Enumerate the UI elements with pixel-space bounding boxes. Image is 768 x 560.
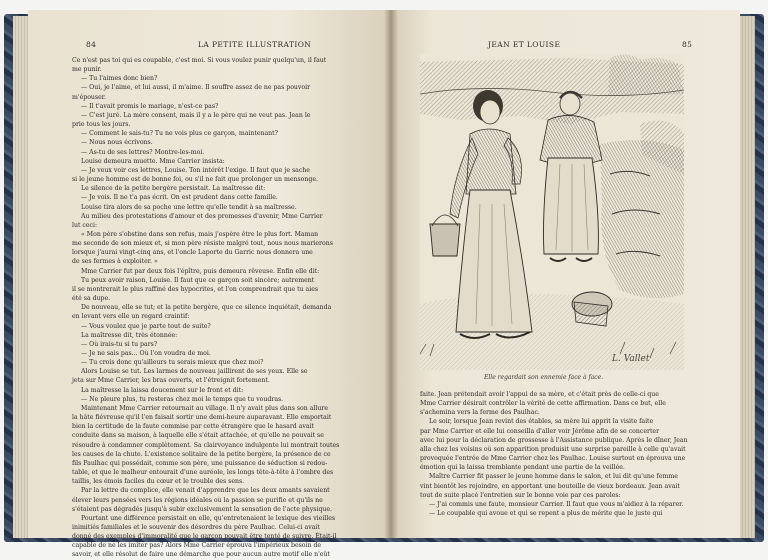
text-line: « Mon père s'obstine dans son refus, mais j'espère être le plus fort. Maman — [81, 230, 319, 238]
text-line: s'étaient pas dégradés jusqu'à subir exclusivement la sensation de l'acte physique. — [72, 505, 333, 513]
text-line: me seconde de son mieux et, si mon père résiste malgré tout, nous nous marierons — [72, 240, 333, 248]
text-line: fils Paulhac qui possédait, comme son père, une puissance de séduction si redou- — [72, 459, 328, 467]
text-line: Louise tira alors de sa poche une lettre qu'elle tendit à sa maîtresse. — [81, 203, 297, 211]
right-page-text — [420, 390, 720, 518]
text-line: — Comment le sais-tu? Tu ne vois plus ce garçon, maintenant? — [81, 130, 278, 138]
text-line: m'épouser. — [72, 93, 106, 101]
text-line: me punir. — [72, 66, 102, 74]
text-line: s'achemina vers la ferme des Paulhac. — [420, 409, 540, 417]
text-line: — C'est juré. La mère consent, mais il y a le père qui ne veut pas. Jean le — [81, 111, 311, 119]
right-page — [390, 10, 740, 538]
text-line: il se montrerait le plus raffiné des hypocrites, et l'on comprendrait que tu aies — [72, 285, 319, 293]
text-line: Louise demeura muette. Mme Carrier insista: — [81, 157, 225, 165]
text-line: avec lui pour la déclaration de grossesse à l'Assistance publique. Après le dîner, Jean — [420, 436, 688, 444]
text-line: — Tu l'aimes donc bien? — [81, 75, 158, 83]
text-line: Le silence de la petite bergère persistait. La maîtresse dit: — [81, 185, 266, 193]
text-line: été sa dupe. — [72, 295, 111, 303]
right-running-title: JEAN ET LOUISE — [488, 40, 561, 49]
text-line: si le jeune homme est de bonne foi, ou s'il ne fait que prolonger un mensonge. — [72, 176, 318, 184]
text-line: La maîtresse dit, très étonnée: — [81, 331, 178, 339]
text-line: prie tous les jours. — [72, 121, 131, 129]
text-line: La maîtresse la laissa doucement sur le front et dit: — [81, 386, 244, 394]
text-line: Tu peux avoir raison, Louise. Il faut que ce garçon soit sincère; autrement — [81, 276, 315, 284]
book-gutter — [384, 10, 398, 538]
text-line: Par la lettre du complice, elle venait d'apprendre que les deux amants savaient — [81, 487, 330, 495]
text-line: — Nous nous écrivons. — [81, 139, 153, 147]
text-line: — Il t'avait promis le mariage, n'est-ce pas? — [81, 102, 219, 110]
text-line: donné des exemples d'immoralité que le garçon pouvait être tenté de suivre. Était-il — [72, 533, 337, 541]
overturned-jug — [572, 292, 612, 326]
text-line: — Ne pleure plus, tu resteras chez moi le temps que tu voudras. — [81, 395, 284, 403]
text-line: vint bientôt les rejoindre, en apportant une bouteille de vieux bordeaux. Jean avait — [420, 482, 680, 490]
text-line: Mme Carrier désirait contrôler la vérité de cette affirmation. Dans ce but, elle — [420, 400, 666, 408]
text-line: inimitiés familiales et le souvenir des désordres du père Paulhac. Celui-ci avait — [72, 523, 320, 531]
text-line: bien la certitude de la faute commise par cette étrangère que le hasard avait — [72, 423, 315, 431]
right-page-number: 85 — [682, 40, 693, 49]
left-page-text — [72, 56, 372, 560]
text-line: Pourtant une différence persistait en elle, qu'entretenaient le lexique des vieilles — [81, 514, 336, 522]
text-line: savoir, et elle résolut de faire une démarche que pour aucun autre motif elle n'eût — [72, 551, 330, 559]
text-line: De nouveau, elle se tut; et la petite bergère, que ce silence inquiétait, demanda — [81, 304, 332, 312]
text-line: table, et que le malheur entourait d'une auréole, les longs tête-à-tête à l'ombre des — [72, 469, 334, 477]
text-line: — Vous voulez que je parte tout de suite? — [81, 322, 211, 330]
text-line: — Je ne sais pas... Où l'on voudra de moi. — [81, 350, 211, 357]
bucket — [430, 224, 460, 256]
left-running-title: LA PETITE ILLUSTRATION — [198, 40, 312, 49]
text-line: — Tu crois donc qu'ailleurs tu serais mieux que chez moi? — [81, 359, 264, 367]
text-line: Au milieu des protestations d'amour et des promesses d'avenir, Mme Carrier — [81, 212, 323, 220]
text-line: taillis, les émois faciles du cœur et le trouble des sens. — [72, 478, 245, 486]
text-line: provoquée l'entrée de Mme Carrier chez les Paulhac. Louise surtout en éprouva une — [420, 455, 686, 463]
text-line: résoudre à condamner complètement. Sa clairvoyance indulgente lui montrait toutes — [72, 441, 340, 449]
text-line: lorsque j'aurai vingt-cinq ans, et l'oncle Laporte du Garric nous donnera une — [72, 249, 313, 257]
text-line: — J'ai commis une faute, monsieur Carrier. Il faut que vous m'aidiez à la réparer. — [429, 500, 684, 508]
illustration-caption: Elle regardait son ennemie face à face. — [484, 374, 604, 381]
text-line: capable de ne les imiter pas? Alors Mme Carrier éprouva l'impérieux besoin de — [72, 542, 322, 550]
left-page — [28, 10, 390, 559]
text-line: Ce n'est pas toi qui es coupable, c'est moi. Si vous voulez punir quelqu'un, il faut — [72, 57, 327, 64]
text-line: conduite dans sa maison, à laquelle elle s'était attachée, et qu'elle ne pouvait se — [72, 432, 324, 440]
text-line: — Je vois. Il ne t'a pas écrit. On est prudent dans cette famille. — [81, 194, 278, 202]
artist-signature: L. Vallet — [612, 354, 650, 364]
text-line: en levant vers elle un regard craintif: — [72, 313, 190, 321]
text-line: la hâte fiévreuse qu'il l'en faisait sortir une demi-heure auparavant. Elle emportait — [72, 414, 332, 422]
text-line: les causes de la chute. L'existence solitaire de la petite bergère, la présence de ce — [72, 450, 331, 458]
text-line: de ses fermes à exploiter. » — [72, 258, 158, 266]
text-line: — Où irais-tu si tu pars? — [81, 340, 158, 348]
text-line: faite. Jean prétendait avoir l'appui de sa mère, et c'était près de celle-ci que — [420, 391, 659, 398]
text-line: alla chez les voisins où son apparition produisit une surprise pareille à celle qu'avait — [420, 445, 686, 453]
text-line: — Oui, je l'aime, et lui aussi, il m'aime. Il souffre assez de ne pas pouvoir — [81, 84, 311, 92]
text-line: émotion qui la laissa tremblante pendant une partie de la veillée. — [420, 464, 625, 472]
text-line: élever leurs pensées vers les régions idéales où la passion se purifie et qu'ils ne — [72, 496, 323, 504]
text-line: tout de suite placé l'entretien sur le bonne voie par ces paroles: — [420, 491, 621, 499]
text-line: — As-tu de ses lettres? Montre-les-moi. — [81, 148, 205, 156]
text-line: — Je veux voir ces lettres, Louise. Ton intérêt l'exige. Il faut que je sache — [81, 166, 310, 174]
engraving-illustration — [420, 54, 684, 370]
text-line: lut ceci: — [72, 221, 98, 229]
text-line: Maintenant Mme Carrier retournait au village. Il n'y avait plus dans son allure — [81, 404, 328, 412]
text-line: Mme Carrier fut par deux fois l'épître, puis demeura rêveuse. Enfin elle dit: — [81, 267, 320, 275]
text-line: Alors Louise se tut. Les larmes de nouveau jaillirent de ses yeux. Elle se — [81, 368, 308, 376]
text-line: jeta sur Mme Carrier, les bras ouverts, et l'étreignit fortement. — [72, 377, 270, 385]
text-line: — Le coupable qui avoue et qui se repent a plus de mérite que le juste qui — [429, 510, 663, 518]
text-line: Maître Carrier fit passer le jeune homme dans le salon, et lui dit qu'une femme — [429, 473, 678, 481]
text-line: par Mme Carrier et elle lui conseilla d'aller voir Jérôme afin de se concerter — [420, 427, 660, 435]
left-page-number: 84 — [86, 40, 97, 49]
text-line: Le soir, lorsque Jean revint des étables, sa mère lui apprit la visite faite — [429, 418, 654, 426]
